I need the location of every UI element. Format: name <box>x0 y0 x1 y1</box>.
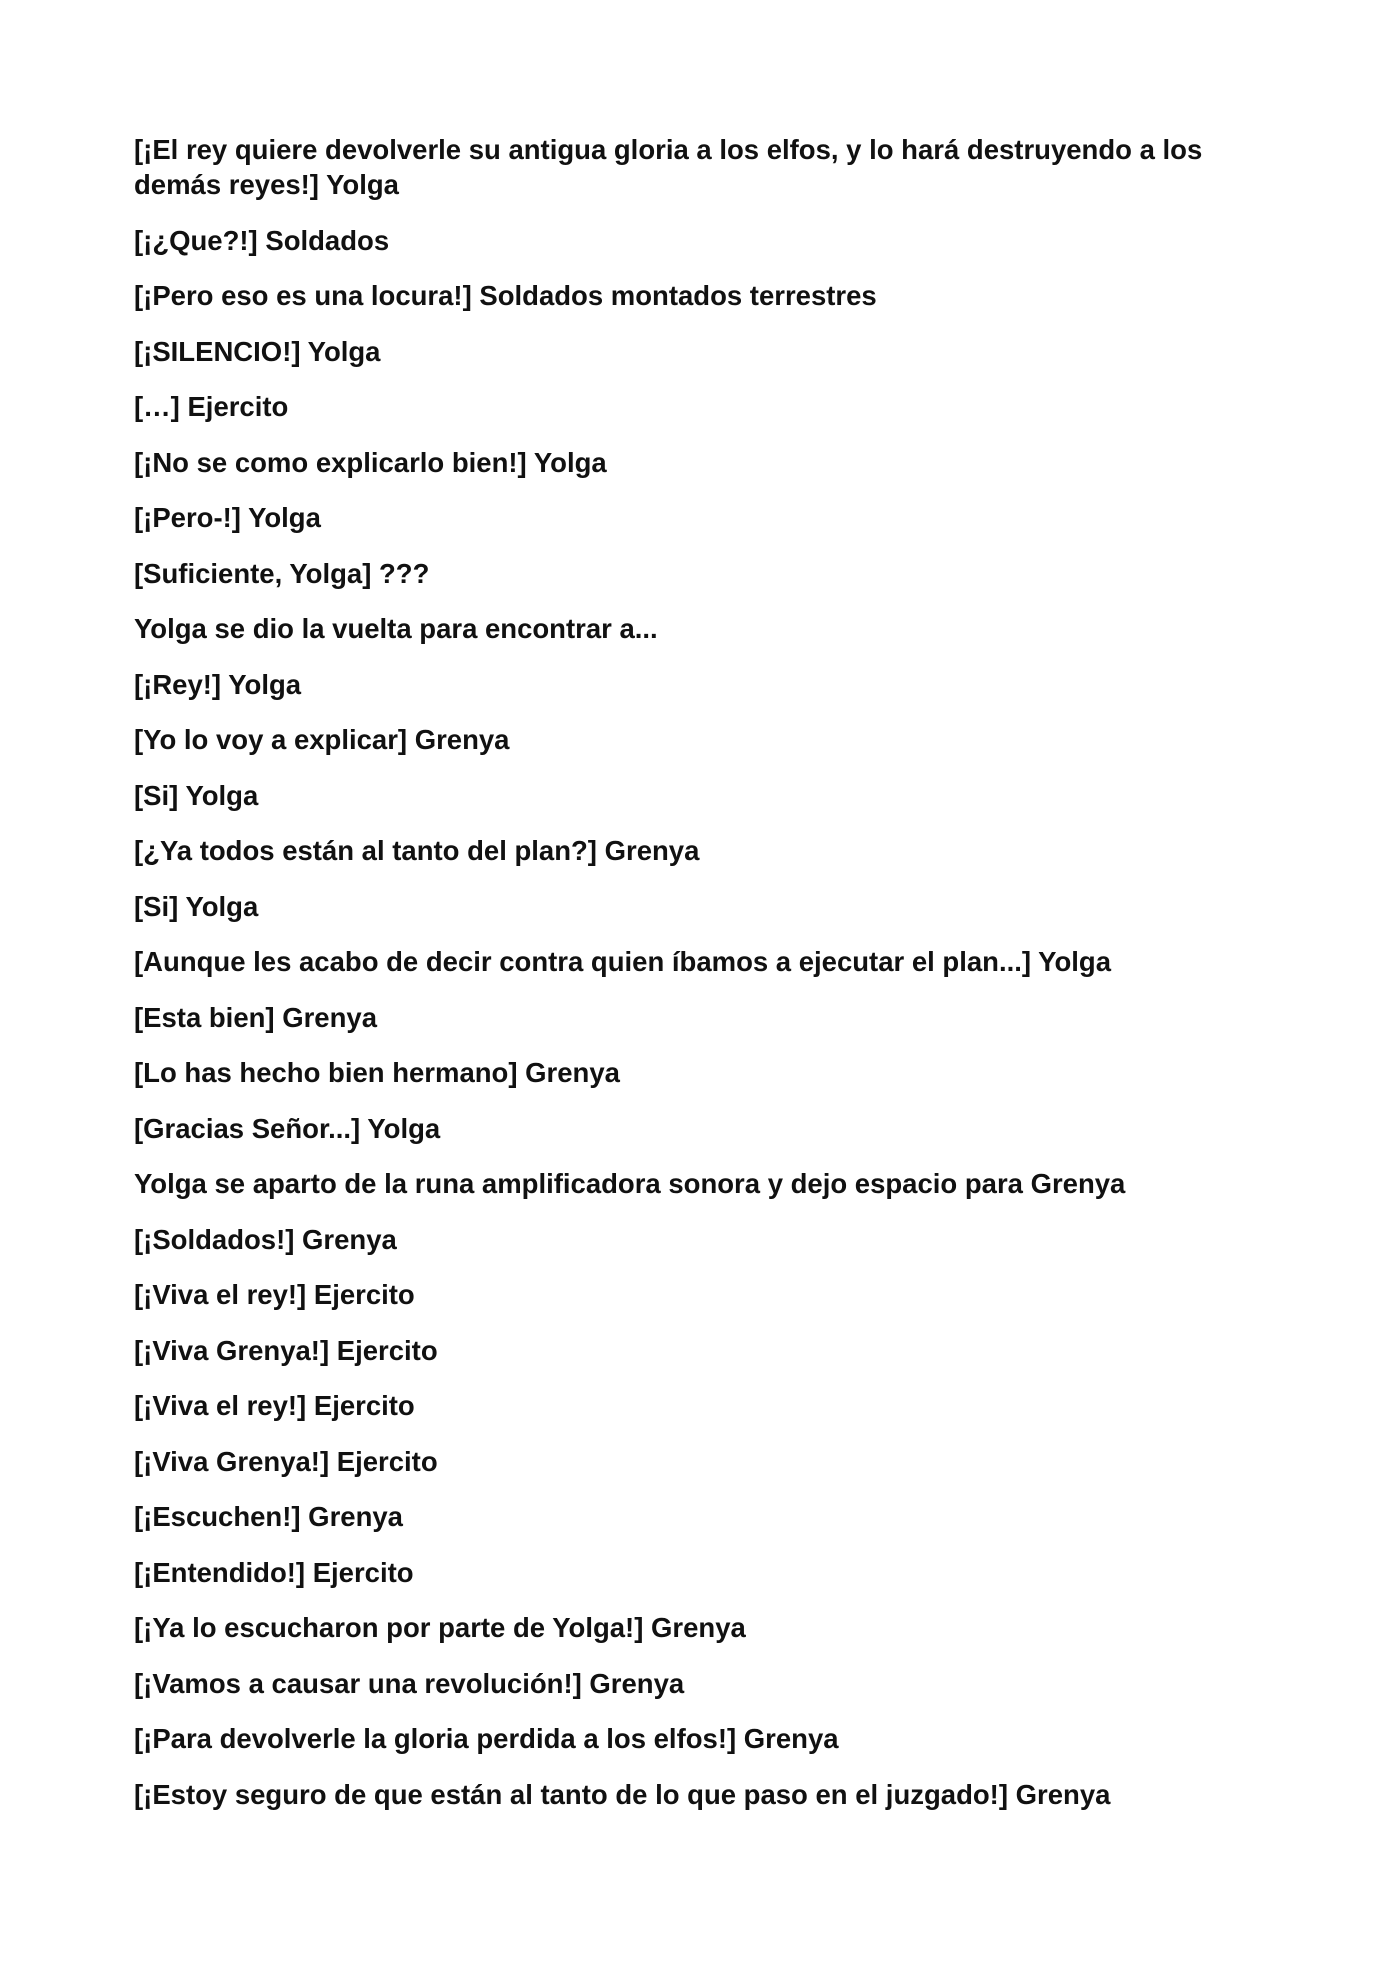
dialogue-line: [Si] Yolga <box>134 890 259 922</box>
narration-line: Yolga se dio la vuelta para encontrar a... <box>134 613 658 644</box>
dialogue-line: [¡No se como explicarlo bien!] Yolga <box>134 446 607 478</box>
dialogue-line: [Gracias Señor...] Yolga <box>134 1112 441 1144</box>
dialogue-line: [¡Pero eso es una locura!] Soldados montados terrestres <box>134 280 877 311</box>
dialogue-line: [¡SILENCIO!] Yolga <box>134 335 381 367</box>
dialogue-line: [Suficiente, Yolga] ??? <box>134 557 430 589</box>
dialogue-line: [¡Rey!] Yolga <box>134 668 302 700</box>
dialogue-line: [¡Ya lo escucharon por parte de Yolga!] Grenya <box>134 1612 746 1643</box>
dialogue-line: [¡Escuchen!] Grenya <box>134 1501 403 1532</box>
dialogue-line: [¡Viva Grenya!] Ejercito <box>134 1445 438 1477</box>
document-body <box>134 132 1294 1832</box>
dialogue-line: [¡Viva el rey!] Ejercito <box>134 1279 415 1310</box>
narration-line: Yolga se aparto de la runa amplificadora sonora y dejo espacio para Grenya <box>134 1168 1126 1199</box>
dialogue-line: [¡Estoy seguro de que están al tanto de lo que paso en el juzgado!] Grenya <box>134 1778 1111 1810</box>
dialogue-line: […] Ejercito <box>134 391 289 422</box>
dialogue-line: [Yo lo voy a explicar] Grenya <box>134 724 510 755</box>
dialogue-line: [Aunque les acabo de decir contra quien íbamos a ejecutar el plan...] Yolga <box>134 946 1112 977</box>
dialogue-line: [¡Pero-!] Yolga <box>134 502 321 533</box>
dialogue-line: [¡Soldados!] Grenya <box>134 1223 397 1255</box>
dialogue-line: [Lo has hecho bien hermano] Grenya <box>134 1057 620 1088</box>
dialogue-line: [¡Viva el rey!] Ejercito <box>134 1390 415 1421</box>
dialogue-line: [¡Para devolverle la gloria perdida a los elfos!] Grenya <box>134 1723 839 1754</box>
dialogue-line: [¿Ya todos están al tanto del plan?] Grenya <box>134 835 700 866</box>
dialogue-line: [¡El rey quiere devolverle su antigua gloria a los elfos, y lo hará destruyendo a los demás reyes!] Yolga <box>134 134 1203 200</box>
dialogue-line: [Si] Yolga <box>134 779 259 811</box>
dialogue-line: [¡¿Que?!] Soldados <box>134 224 390 256</box>
dialogue-line: [¡Vamos a causar una revolución!] Grenya <box>134 1667 685 1699</box>
dialogue-line: [Esta bien] Grenya <box>134 1001 377 1033</box>
dialogue-line: [¡Entendido!] Ejercito <box>134 1556 414 1588</box>
dialogue-line: [¡Viva Grenya!] Ejercito <box>134 1334 438 1366</box>
